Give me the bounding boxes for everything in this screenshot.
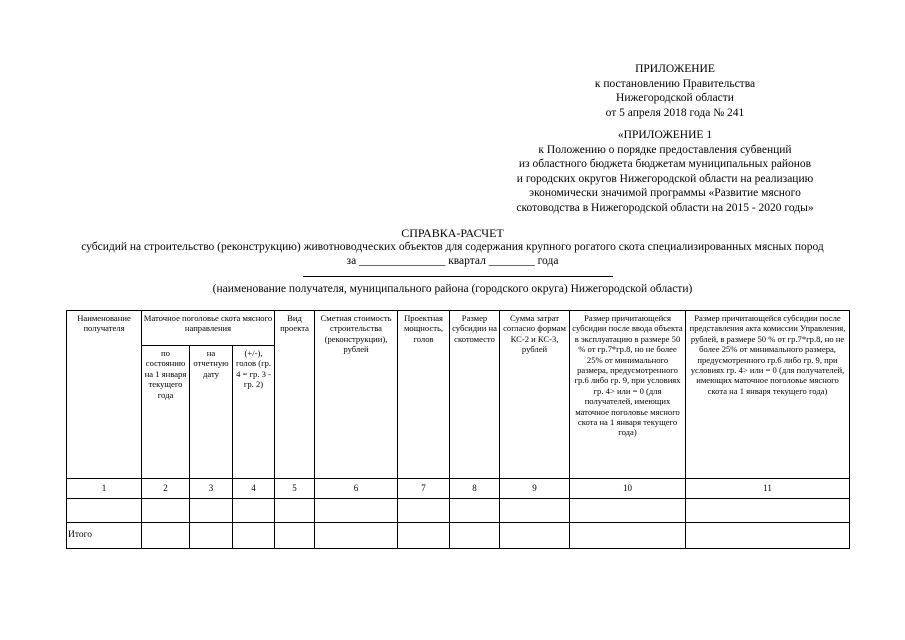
header-project-type: Вид проекта bbox=[275, 311, 315, 479]
header-subsidy-per-place: Размер субсидии на скотоместо bbox=[450, 311, 500, 479]
header-costs-ks: Сумма затрат согласно формам КС-2 и КС-3, рублей bbox=[500, 311, 570, 479]
total-row bbox=[67, 523, 850, 549]
column-number: 11 bbox=[686, 479, 850, 499]
document-title: СПРАВКА-РАСЧЕТ bbox=[401, 226, 504, 240]
table-cell bbox=[275, 499, 315, 523]
table-cell bbox=[142, 499, 190, 523]
column-number: 4 bbox=[233, 479, 275, 499]
table-cell bbox=[233, 523, 275, 549]
column-number: 2 bbox=[142, 479, 190, 499]
appendix-line1: ПРИЛОЖЕНИЕ bbox=[635, 63, 715, 75]
table-header-row bbox=[67, 311, 850, 346]
header-subsidy-commissioning: Размер причитающейся субсидии после ввода объекта в эксплуатацию в размере 50 % от гр.7*гр.8, но не более 25% от минимального размера, предусмотренного гр.6 либо гр. 9, при условиях гр. 4> или = 0 (для получателей, имеющих маточное поголовье мясного скота на 1 января текущего года) bbox=[570, 311, 686, 479]
table-cell bbox=[190, 499, 233, 523]
table-cell bbox=[686, 523, 850, 549]
appendix-line4: от 5 апреля 2018 года № 241 bbox=[605, 106, 745, 119]
table-cell bbox=[67, 499, 142, 523]
table-cell bbox=[686, 499, 850, 523]
table-cell bbox=[315, 523, 398, 549]
column-number: 3 bbox=[190, 479, 233, 499]
header-livestock-group: Маточное поголовье скота мясного направления bbox=[142, 311, 275, 346]
column-number: 7 bbox=[398, 479, 450, 499]
appendix1-line3: из областного бюджета бюджетам муниципальных районов bbox=[518, 158, 812, 171]
header-recipient: Наименование получателя bbox=[67, 311, 142, 479]
header-reporting-date: на отчетную дату bbox=[190, 346, 233, 479]
header-difference: (+/-), голов (гр. 4 = гр. 3 - гр. 2) bbox=[233, 346, 275, 479]
table-cell bbox=[570, 523, 686, 549]
table-cell bbox=[233, 499, 275, 523]
column-number: 8 bbox=[450, 479, 500, 499]
column-number: 9 bbox=[500, 479, 570, 499]
table-cell bbox=[190, 523, 233, 549]
recipient-caption: (наименование получателя, муниципального района (городского округа) Нижегородской области) bbox=[212, 283, 693, 295]
header-as-of-january: по состоянию на 1 января текущего года bbox=[142, 346, 190, 479]
table-cell bbox=[142, 523, 190, 549]
header-capacity: Проектная мощность, голов bbox=[398, 311, 450, 479]
table-cell bbox=[570, 499, 686, 523]
appendix-line3: Нижегородской области bbox=[616, 92, 734, 105]
table-cell bbox=[450, 499, 500, 523]
table-cell bbox=[398, 523, 450, 549]
table-cell bbox=[398, 499, 450, 523]
period-line: за _______________ квартал ________ года bbox=[346, 255, 559, 267]
column-number: 5 bbox=[275, 479, 315, 499]
table-cell bbox=[275, 523, 315, 549]
appendix-header bbox=[560, 62, 790, 120]
header-subsidy-act: Размер причитающейся субсидии после представления акта комиссии Управления, рублей, в размере 50 % от гр.7*гр.8, но не более 25% от минимального размера, предусмотренного гр.6 либо гр. 9, при условиях гр. 4> или = 0 (для получателей, имеющих маточное поголовье мясного скота на 1 января текущего года) bbox=[686, 311, 850, 479]
appendix1-line5: экономически значимой программы «Развитие мясного bbox=[529, 187, 801, 200]
recipient-underline bbox=[303, 276, 613, 277]
column-number: 6 bbox=[315, 479, 398, 499]
appendix1-line6: скотоводства в Нижегородской области на 2015 - 2020 годы» bbox=[516, 201, 814, 214]
appendix-line2: к постановлению Правительства bbox=[594, 77, 756, 90]
appendix1-line1: «ПРИЛОЖЕНИЕ 1 bbox=[617, 129, 713, 141]
column-number: 1 bbox=[67, 479, 142, 499]
table-cell bbox=[500, 499, 570, 523]
table-cell bbox=[315, 499, 398, 523]
total-label: Итого bbox=[67, 523, 142, 549]
header-estimated-cost: Сметная стоимость строительства (реконструкции), рублей bbox=[315, 311, 398, 479]
column-numbers-row bbox=[67, 479, 850, 499]
column-number: 10 bbox=[570, 479, 686, 499]
appendix1-header bbox=[500, 128, 830, 216]
appendix1-line4: и городских округов Нижегородской области на реализацию bbox=[516, 172, 814, 185]
calculation-table bbox=[66, 310, 850, 549]
table-cell bbox=[500, 523, 570, 549]
table-row bbox=[67, 499, 850, 523]
table-cell bbox=[450, 523, 500, 549]
document-subtitle: субсидий на строительство (реконструкцию) животноводческих объектов для содержания крупного рогатого скота специализированных мясных пород bbox=[81, 241, 824, 253]
appendix1-line2: к Положению о порядке предоставления субвенций bbox=[538, 143, 792, 156]
